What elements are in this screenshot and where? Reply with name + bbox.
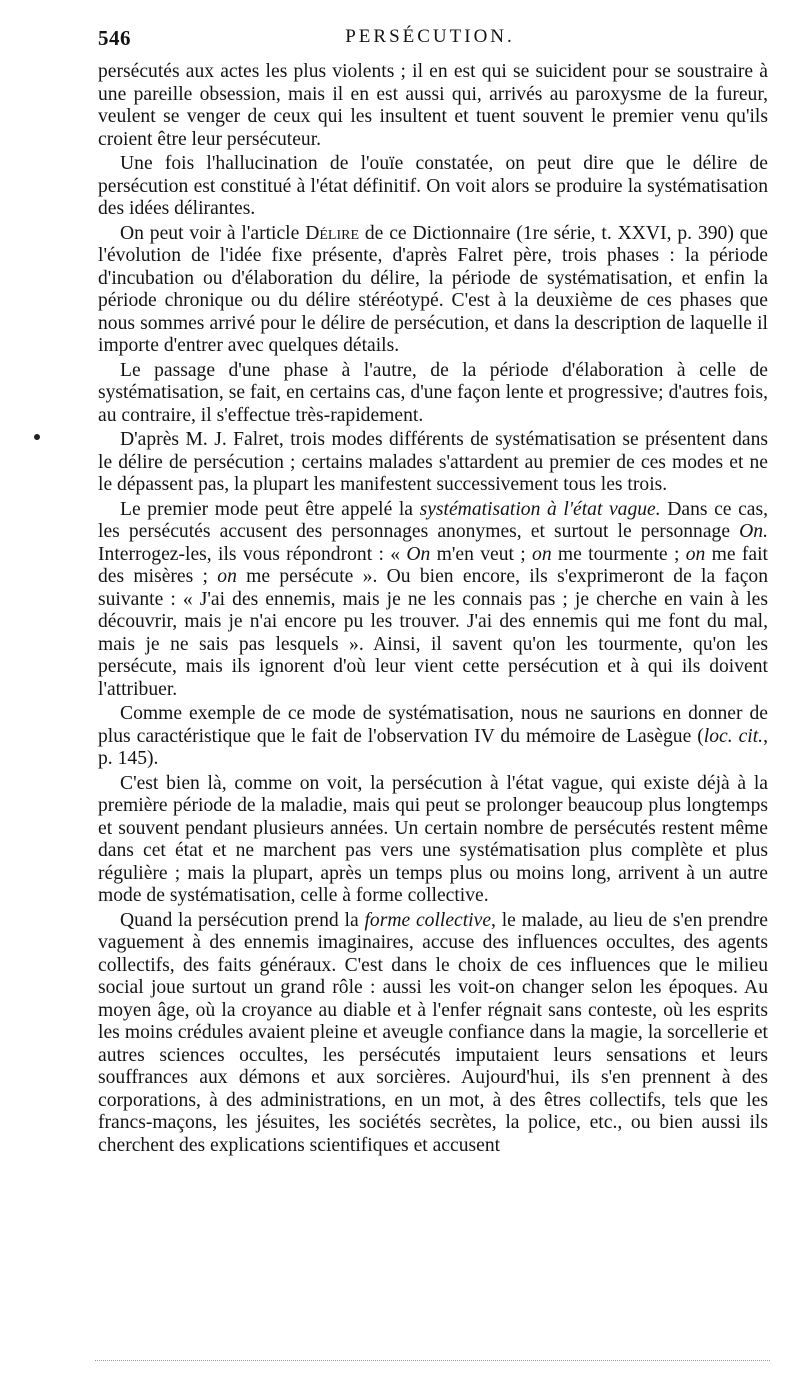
margin-mark — [34, 434, 40, 440]
paragraph-text: Quand la persécution prend la — [120, 909, 365, 931]
paragraph-text: Comme exemple de ce mode de systématisation, nous ne saurions en donner de plus caractéristique que le fait de l'observation IV du mémoire de Lasègue ( — [98, 703, 768, 747]
paragraph — [98, 429, 768, 497]
body-text — [98, 61, 768, 1159]
paragraph-text: , le malade, au lieu de s'en prendre vaguement à des ennemis imaginaires, accuse des influences occultes, des agents collectifs, des faits généraux. C'est dans le choix de ces influences que le milieu social joue surtout un grand rôle : aussi les voit-on changer selon les époques. Au moyen âge, où la croyance au diable et à l'enfer régnait sans conteste, où les esprits les moins crédules avaient pleine et aveugle confiance dans la magie, la sorcellerie et autres sciences occultes, les persécutés imputaient leurs sensations et leurs souffrances aux démons et aux sorcières. Aujourd'hui, ils s'en prennent à des corporations, à des administrations, en un mot, à des êtres collectifs, tels que les francs-maçons, les jésuites, les sociétés secrètes, la police, etc., ou bien aussi ils cherchent des explications scientifiques et accusent — [98, 909, 768, 1156]
paragraph-text: , p. 145). — [98, 725, 768, 769]
italic-text: On — [406, 543, 431, 565]
italic-text: On. — [739, 521, 768, 542]
italic-text: on — [685, 543, 706, 565]
paragraph-text: C'est bien là, comme on voit, la persécution à l'état vague, qui existe déjà à la première période de la maladie, mais qui peut se prolonger beaucoup plus longtemps et souvent pendant plusieurs années. Un certain nombre de persécutés restent même dans cet état et ne marchent pas vers une systématisation plus complète et plus régulière ; mais la plupart, après un temps plus ou moins long, arrivent à un autre mode de systématisation, celle à forme collective. — [98, 772, 768, 906]
paragraph-text: D'après M. J. Falret, trois modes différents de systématisation se présentent dans le délire de persécution ; certains malades s'attardent au premier de ces modes et ne le dépassent pas, la plupart les manifestent successivement tous les trois. — [98, 429, 768, 495]
page-header — [98, 26, 762, 56]
italic-text: on — [217, 566, 237, 587]
paragraph — [98, 703, 768, 771]
paragraph-text: Le premier mode peut être appelé la — [120, 498, 420, 520]
small-caps-text: Délire — [305, 222, 359, 244]
paragraph — [98, 910, 768, 1158]
paragraph-text: me persécute ». Ou bien encore, ils s'exprimeront de la façon suivante : « J'ai des ennemis, mais je ne les connais pas ; je cherche en vain à les découvrir, mais je n'ai encore pu les trouver. J'ai des ennemis qui me font du mal, mais je ne sais pas lesquels ». Ainsi, il savent qu'on les tourmente, qu'on les persécute, mais ils ignorent d'où leur vient cette persécution et à qui ils doivent l'attribuer. — [98, 566, 768, 700]
paragraph-text: persécutés aux actes les plus violents ; il en est qui se suicident pour se soustraire à une pareille obsession, mais il en est aussi qui, arrivés au paroxysme de la fureur, veulent se venger de ceux qui les insultent et tuent souvent le premier venu qu'ils croient être leur persécuteur. — [98, 61, 768, 150]
paragraph-text: Une fois l'hallucination de l'ouïe constatée, on peut dire que le délire de persécution est constitué à l'état définitif. On voit alors se produire la systématisation des idées délirantes. — [98, 153, 768, 219]
paragraph — [98, 773, 768, 908]
paragraph-text: On peut voir à l'article — [120, 222, 306, 244]
running-title: PERSÉCUTION. — [345, 26, 515, 47]
page-number: 546 — [98, 26, 131, 50]
italic-text: systématisation à l'état vague. — [419, 498, 661, 520]
bottom-dotted-rule — [95, 1360, 770, 1361]
paragraph-text: de ce Dictionnaire (1re série, t. XXVI, p. 390) que l'évolution de l'idée fixe présente, d'après Falret père, trois phases : la période d'incubation ou d'élaboration du délire, la période de systématisation, et enfin la période chronique ou du délire stéréotypé. C'est à la deuxième de ces phases que nous sommes arrivé pour le délire de persécution, et dans la description de laquelle il importe d'entrer avec quelques détails. — [98, 222, 768, 356]
paragraph — [98, 61, 768, 151]
paragraph-text: me fait des misères ; — [98, 543, 768, 587]
paragraph — [98, 223, 768, 358]
paragraph — [98, 153, 768, 221]
italic-text: forme collective — [364, 909, 492, 931]
paragraph — [98, 360, 768, 428]
paragraph-text: m'en veut ; — [430, 543, 533, 565]
paragraph-text: Dans ce cas, les persécutés accusent des personnages anonymes, et surtout le personnage — [98, 498, 768, 542]
paragraph-text: Le passage d'une phase à l'autre, de la période d'élaboration à celle de systématisation, se fait, en certains cas, d'une façon lente et progressive; d'autres fois, au contraire, il s'effectue très-rapidement. — [98, 359, 768, 426]
paragraph-text: me tourmente ; — [551, 543, 686, 565]
italic-text: on — [532, 543, 552, 565]
paragraph-text: Interrogez-les, ils vous répondront : « — [98, 543, 407, 565]
italic-text: loc. cit. — [703, 725, 764, 747]
paragraph — [98, 499, 768, 702]
